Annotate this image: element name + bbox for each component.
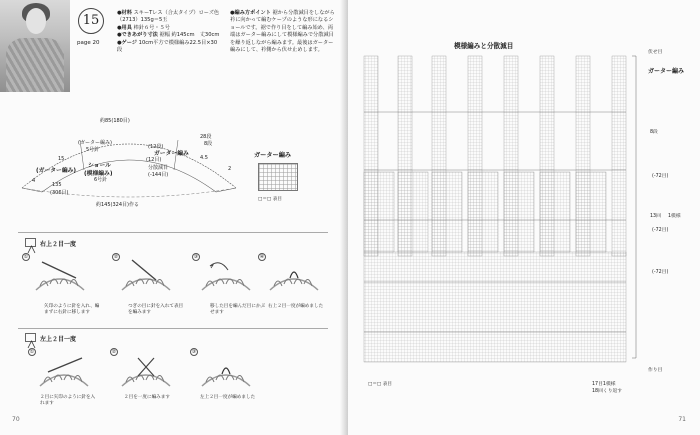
garter-swatch-grid — [258, 163, 298, 191]
tech1-step1-illustration — [32, 256, 88, 294]
schem-side-12: (12目) — [146, 157, 162, 163]
schem-dim-15: 15 — [58, 156, 65, 162]
schem-rows-8: 8段 — [204, 141, 213, 147]
tech2-step3-caption: 左上２目一度が編めました — [200, 395, 256, 400]
shawl-photo — [0, 0, 70, 92]
divider-1 — [18, 232, 328, 233]
tools-text: 棒針６号・５号 — [133, 24, 170, 31]
label-bind-off: 伏せ目 — [648, 50, 663, 55]
knitting-chart — [362, 52, 642, 364]
gauge-label: ●ゲージ — [117, 39, 137, 46]
tech1-step3-illustration — [198, 256, 254, 294]
tech2-step1-num: ① — [29, 349, 35, 355]
label-rows-13: 13回 — [650, 214, 661, 219]
left-page — [0, 0, 346, 435]
left-decrease-icon — [25, 333, 36, 342]
schem-dim-135: 135 — [52, 182, 62, 188]
tools-label: ●用具 — [117, 24, 132, 31]
schem-decrease-count: (-144目) — [148, 172, 169, 178]
schem-shawl-title: ショール — [88, 163, 111, 169]
chart-legend: □＝□ 表目 — [368, 382, 392, 387]
chart-mid-block-5 — [504, 172, 534, 252]
size-text: 裾幅 約145cm 丈30cm — [159, 32, 220, 39]
tech1-title: 右上２目一度 — [40, 241, 77, 248]
tech1-step1-caption: 矢印のように針を入れ、編まずに右針に移します — [44, 304, 100, 315]
materials-block — [117, 10, 221, 54]
size-label: ●できあがり寸法 — [117, 32, 158, 39]
right-page-number: 71 — [678, 416, 686, 423]
points-label: ●編み方ポイント — [230, 10, 271, 16]
tech1-step3-num: ③ — [193, 254, 199, 260]
schem-dim-306: (306目) — [50, 190, 69, 196]
swatch-title: ガーター編み — [254, 152, 292, 159]
chart-mid-block-3 — [432, 172, 462, 252]
tech1-step3-caption: 移した目を編んだ目にかぶせます — [210, 304, 266, 315]
points-text: 裾から分散減目をしながら衿に向かって編むケープのような形になるショールです。裾で作り目をして編み始め、両端はガーター編みにして模様編みで分散減目を繰り返しながら編みます。最後はガーター編みにして、衿側から伏せ止めします。 — [230, 10, 335, 54]
tech1-step4-illustration — [266, 256, 322, 294]
label-cast-on: 作り目 — [648, 368, 663, 373]
tech2-step1-illustration — [36, 352, 92, 390]
chart-column-8 — [612, 56, 626, 256]
chart-mid-block-7 — [576, 172, 606, 252]
label-minus72-b: (-72目) — [652, 228, 669, 233]
tech1-step2-illustration — [118, 256, 174, 294]
materials-label: ●材料 — [117, 10, 132, 16]
tech1-step1-num: ① — [23, 254, 29, 260]
schem-needle-6: 6号針 — [94, 177, 108, 183]
tech1-step2-caption: つぎの目に針を入れて表目を編みます — [128, 304, 184, 315]
left-page-number: 70 — [12, 416, 20, 423]
model-face — [26, 8, 46, 34]
tech2-step3-num: ③ — [191, 349, 197, 355]
schem-dim-2: 2 — [228, 166, 232, 172]
gauge-text: 10cm平方で模様編み22.5目×30段 — [117, 39, 218, 54]
tech2-step2-caption: ２目を一度に編みます — [124, 395, 170, 400]
schem-dim-12-rows: (12段) — [148, 144, 164, 150]
tech2-step2-num: ② — [111, 349, 117, 355]
chart-mid-block-4 — [468, 172, 498, 252]
schem-shawl-sub: (模様編み) — [84, 171, 113, 177]
schem-top-width: 約85(180目) — [100, 118, 130, 124]
chart-row-bracket — [632, 56, 636, 358]
label-minus72-a: (-72目) — [652, 174, 669, 179]
chart-mid-block-2 — [398, 172, 428, 252]
tech1-step2-num: ② — [113, 254, 119, 260]
swatch-legend: □＝□ 表目 — [258, 197, 282, 202]
schem-dim-4-5: 4.5 — [200, 155, 208, 161]
schem-garter-right: ガーター編み — [154, 151, 189, 157]
chart-mid-block-6 — [540, 172, 570, 252]
tech2-step1-caption: ２目に矢印のように針を入れます — [40, 395, 96, 406]
schem-side-rows: 28段 — [200, 134, 212, 140]
tech2-step2-illustration — [118, 352, 174, 390]
tech1-step4-num: ④ — [259, 254, 265, 260]
chart-title: 模様編みと分散減目 — [454, 42, 514, 50]
schem-side-4: 4 — [32, 178, 36, 184]
divider-2 — [18, 328, 328, 329]
label-rows-8: 8段 — [650, 130, 658, 135]
schem-garter-left: (ガーター編み) — [36, 168, 77, 174]
points-block — [230, 10, 338, 54]
label-repeat: 1模様 — [668, 214, 681, 219]
schem-needle-5: 5号針 — [86, 147, 100, 153]
pattern-number-badge: 15 — [78, 8, 104, 34]
shawl-schematic — [14, 110, 244, 215]
schem-garter-top: (ガーター編み) — [78, 140, 112, 146]
bottom-note-2: 18回くり返す — [592, 389, 623, 394]
bottom-note-1: 17目1模様 — [592, 382, 616, 387]
label-minus72-c: (-72目) — [652, 270, 669, 275]
schem-bottom-width: 約145(324目)作る — [96, 202, 139, 208]
shawl-image — [6, 38, 64, 92]
tech1-step4-caption: 右上２目一度が編めました — [268, 304, 324, 309]
chart-lower-block — [364, 252, 626, 362]
materials-text: スキーTレス（合太タイプ）ローズ色（2713）135g＝5玉 — [117, 10, 220, 24]
page-reference: page 20 — [77, 40, 100, 46]
tech2-title: 左上２目一度 — [40, 336, 77, 343]
schem-decrease-note: 分散減目 — [148, 165, 169, 171]
chart-mid-block-1 — [364, 172, 394, 252]
label-garter: ガーター編み — [648, 68, 685, 75]
tech2-step3-illustration — [198, 352, 254, 390]
right-decrease-icon — [25, 238, 36, 247]
